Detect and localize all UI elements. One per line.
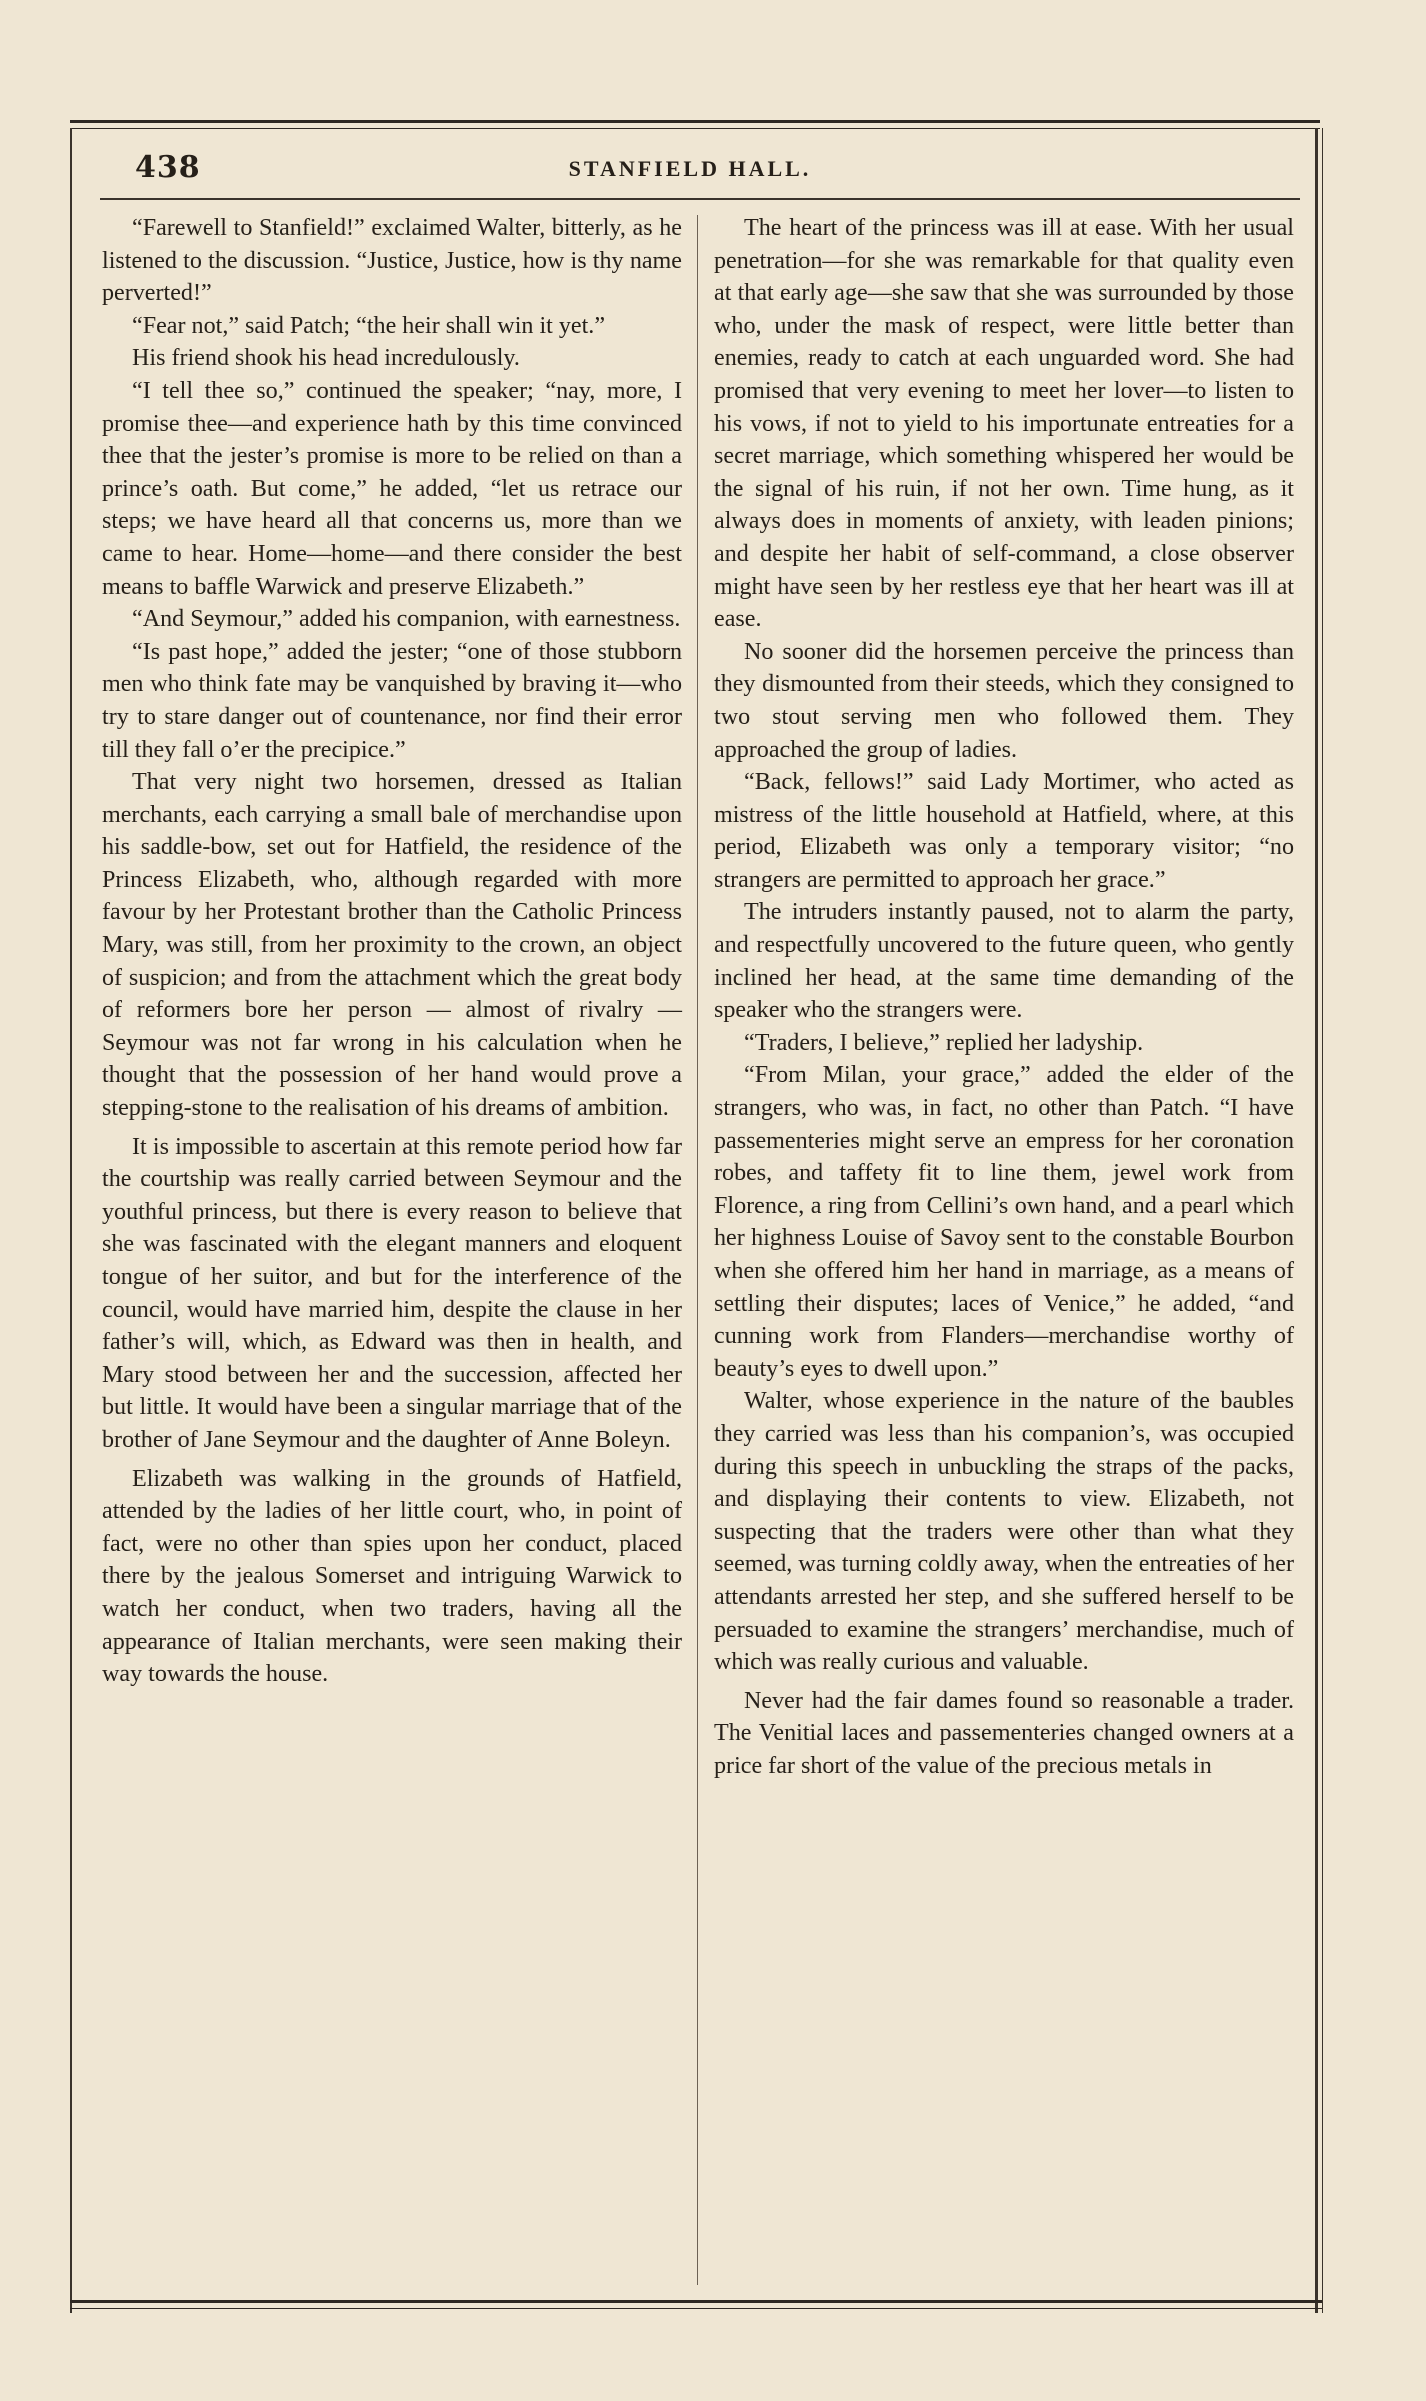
page-frame-right-rule [1315, 128, 1318, 2313]
paragraph: The intruders instantly paused, not to alarm the party, and respectfully uncovered to the future queen, who gently inclined her head, at the same time demanding of the speaker who the strangers were. [714, 899, 1294, 1024]
paragraph: Walter, whose experience in the nature of the baubles they carried was less than his companion’s, was occupied during this speech in unbuckling the straps of the packs, and displaying their contents to view. Elizabeth, not suspecting that the traders were other than what they seemed, was turning coldly away, when the entreaties of her attendants arrested her step, and she suffered herself to be persuaded to examine the strangers’ merchandise, much of which was really curious and valuable. [714, 1388, 1294, 1676]
paragraph: “Is past hope,” added the jester; “one of those stubborn men who think fate may be vanquished by braving it—who try to stare danger out of countenance, nor find their error till they fall o’er the precipice.” [102, 638, 682, 763]
header-rule [100, 198, 1300, 200]
page-frame-bottom-rule [70, 2300, 1322, 2303]
running-title: STANFIELD HALL. [568, 156, 812, 181]
paragraph: That very night two horsemen, dressed as Italian merchants, each carrying a small bale of merchandise upon his saddle-bow, set out for Hatfield, the residence of the Princess Elizabeth, who, although regarded with more favour by her Protestant brother than the Catholic Princess Mary, was still, from her proximity to the crown, an object of suspicion; and from the attachment which the great body of reformers bore her person — almost of rivalry — Seymour was not far wrong in his calculation when he thought that the possession of her hand would prove a stepping-stone to the realisation of his dreams of ambition. [102, 769, 682, 1122]
page-frame-right-rule-thin [1322, 128, 1323, 2313]
paragraph: “Back, fellows!” said Lady Mortimer, who acted as mistress of the little household at Hatfield, where, at this period, Elizabeth was only a temporary visitor; “no strangers are permitted to approach her grace.” [714, 769, 1294, 893]
page-number: 438 [135, 150, 201, 185]
paragraph: “I tell thee so,” continued the speaker; “nay, more, I promise thee—and experience hath by this time convinced thee that the jester’s promise is more to be relied on than a prince’s oath. But come,” he added, “let us retrace our steps; we have heard all that concerns us, more than we came to hear. Home—home—and there consider the best means to baffle Warwick and preserve Elizabeth.” [102, 377, 682, 600]
paragraph: “And Seymour,” added his companion, with earnestness. [132, 606, 681, 633]
paragraph: It is impossible to ascertain at this remote period how far the courtship was really carried between Seymour and the youthful princess, but there is every reason to believe that she was fascinated with the elegant manners and eloquent tongue of her suitor, and but for the interference of the council, would have married him, despite the clause in her father’s will, which, as Edward was then in health, and Mary stood between her and the succession, affected her but little. It would have been a singular marriage that of the brother of Jane Seymour and the daughter of Anne Boleyn. [102, 1133, 682, 1453]
paragraph: “From Milan, your grace,” added the elder of the strangers, who was, in fact, no other than Patch. “I have passementeries might serve an empress for her coronation robes, and taffety fit to line them, jewel work from Florence, a ring from Cellini’s own hand, and a pearl which her highness Louise of Savoy sent to the constable Bourbon when she offered him her hand in marriage, as a means of settling their disputes; laces of Venice,” he added, “and cunning work from Flanders—merchandise worthy of beauty’s eyes to dwell upon.” [714, 1062, 1294, 1382]
paragraph: Elizabeth was walking in the grounds of Hatfield, attended by the ladies of her little court, who, in point of fact, were no other than spies upon her conduct, placed there by the jealous Somerset and intriguing Warwick to watch her conduct, when two traders, having all the appearance of Italian merchants, were seen making their way towards the house. [102, 1465, 682, 1688]
paragraph: Never had the fair dames found so reasonable a trader. The Venitial laces and passementeries changed owners at a price far short of the value of the precious metals in [714, 1687, 1294, 1779]
column-divider [697, 215, 698, 2285]
paragraph: “Farewell to Stanfield!” exclaimed Walter, bitterly, as he listened to the discussion. “Justice, Justice, how is thy name perverted!” [102, 215, 682, 307]
page-frame-top-rule-thin [70, 128, 1320, 129]
paragraph: “Traders, I believe,” replied her ladyship. [744, 1029, 1144, 1056]
page-frame-bottom-rule-thin [70, 2308, 1322, 2309]
paragraph: “Fear not,” said Patch; “the heir shall win it yet.” [132, 312, 606, 339]
left-column [102, 212, 682, 1691]
page-frame-left-rule [70, 128, 72, 2313]
paragraph: His friend shook his head incredulously. [132, 345, 520, 372]
paragraph: The heart of the princess was ill at ease. With her usual penetration—for she was remarkable for that quality even at that early age—she saw that she was surrounded by those who, under the mask of respect, were little better than enemies, ready to catch at each unguarded word. She had promised that very evening to meet her lover—to listen to his vows, if not to yield to his importunate entreaties for a secret marriage, which something whispered her would be the signal of his ruin, if not her own. Time hung, as it always does in moments of anxiety, with leaden pinions; and despite her habit of self-command, a close observer might have seen by her restless eye that her heart was ill at ease. [714, 215, 1294, 633]
right-column [714, 212, 1294, 1783]
paragraph: No sooner did the horsemen perceive the princess than they dismounted from their steeds, which they consigned to two stout serving men who followed them. They approached the group of ladies. [714, 638, 1294, 763]
